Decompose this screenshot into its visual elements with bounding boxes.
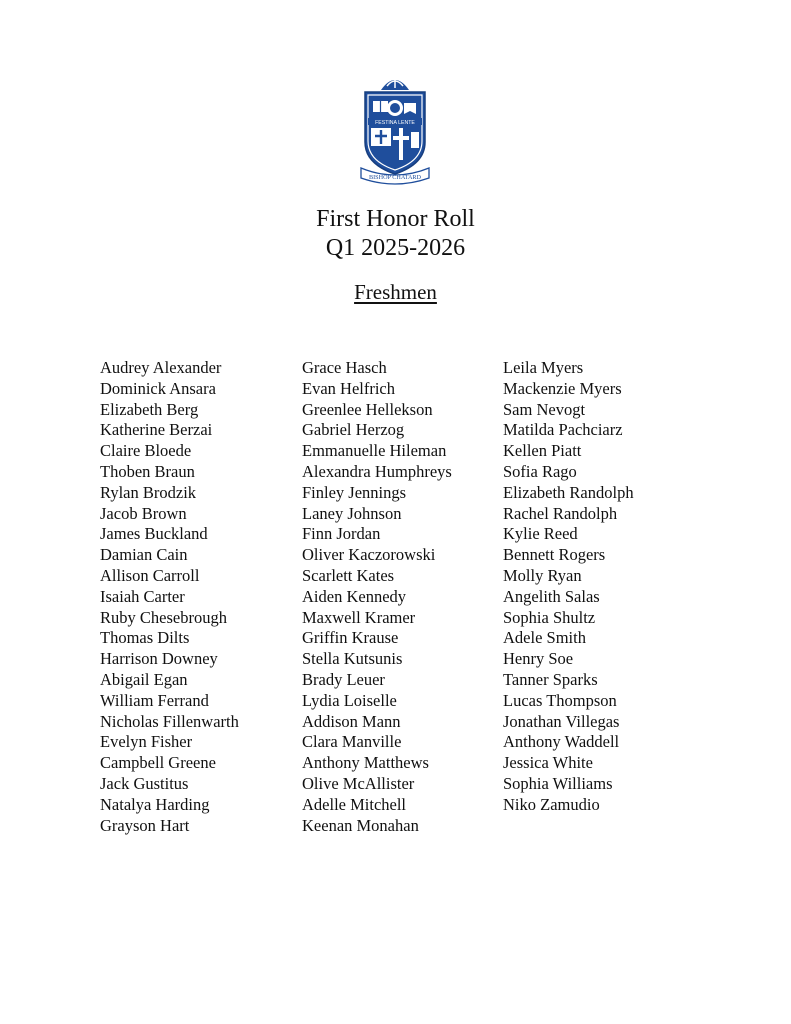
student-name: James Buckland [100,524,208,544]
student-name: Campbell Greene [100,753,216,773]
student-name: Olive McAllister [302,773,415,793]
student-name: Mackenzie Myers [503,378,622,398]
student-name: Jessica White [503,753,593,773]
student-name: Henry Soe [503,649,574,669]
student-name: Lucas Thompson [503,690,617,710]
student-name: Jonathan Villegas [503,711,620,731]
student-name: Bennett Rogers [503,545,606,565]
crest-banner-text: BISHOP CHATARD [368,174,422,181]
names-column-3 [503,358,634,816]
student-name: Emmanuelle Hileman [302,441,447,461]
student-name: Claire Bloede [100,441,192,461]
student-name: Grace Hasch [302,358,387,377]
student-name: Oliver Kaczorowski [302,545,436,565]
student-name: Sophia Williams [503,773,613,793]
student-name: Niko Zamudio [503,794,600,814]
student-name: Stella Kutsunis [302,649,403,669]
student-name: Anthony Matthews [302,753,429,773]
student-name: Sofia Rago [503,461,577,481]
student-name: Thomas Dilts [100,628,190,648]
student-name: Laney Johnson [302,503,402,523]
student-name: Jacob Brown [100,503,187,523]
student-name: Griffin Krause [302,628,399,648]
student-name: Elizabeth Berg [100,399,199,419]
student-name: Isaiah Carter [100,586,185,606]
student-name: Allison Carroll [100,565,200,585]
document-term: Q1 2025-2026 [325,235,466,261]
student-name: Adelle Mitchell [302,794,407,814]
student-name: William Ferrand [100,690,209,710]
student-name: Damian Cain [100,545,188,565]
student-name: Rylan Brodzik [100,482,197,502]
student-name: Anthony Waddell [503,732,620,752]
names-column-2 [302,358,452,836]
student-name: Evan Helfrich [302,378,395,398]
student-name: Kellen Piatt [503,441,582,461]
student-name: Jack Gustitus [100,773,189,793]
student-name: Lydia Loiselle [302,690,397,710]
student-name: Elizabeth Randolph [503,482,634,502]
student-name: Audrey Alexander [100,358,222,377]
student-name: Molly Ryan [503,565,582,585]
title-block [0,205,791,263]
crest-motto-text: FESTINA LENTE [375,120,415,126]
student-name: Abigail Egan [100,669,188,689]
student-name: Tanner Sparks [503,669,598,689]
student-name: Katherine Berzai [100,420,213,440]
student-name: Kylie Reed [503,524,578,544]
student-name: Sophia Shultz [503,607,596,627]
student-name: Nicholas Fillenwarth [100,711,239,731]
student-name: Adele Smith [503,628,586,648]
student-name: Matilda Pachciarz [503,420,623,440]
document-title: First Honor Roll [316,206,475,232]
student-name: Evelyn Fisher [100,732,193,752]
student-name: Brady Leuer [302,669,385,689]
student-name: Finley Jennings [302,482,407,502]
student-name: Gabriel Herzog [302,420,405,440]
student-name: Dominick Ansara [100,378,216,398]
student-name: Alexandra Humphreys [302,461,452,481]
names-column-1 [100,358,239,836]
student-name: Sam Nevogt [503,399,586,419]
student-name: Maxwell Kramer [302,607,416,627]
student-name: Clara Manville [302,732,402,752]
student-name: Greenlee Hellekson [302,399,433,419]
student-name: Aiden Kennedy [302,586,407,606]
student-name: Harrison Downey [100,649,218,669]
student-name: Keenan Monahan [302,815,419,835]
student-name: Finn Jordan [302,524,381,544]
student-name: Angelith Salas [503,586,600,606]
student-name: Grayson Hart [100,815,190,835]
student-name: Leila Myers [503,358,584,377]
class-heading-label: Freshmen [354,280,437,304]
student-name: Rachel Randolph [503,503,618,523]
class-heading [0,278,791,306]
student-name: Scarlett Kates [302,565,395,585]
student-name: Thoben Braun [100,461,195,481]
student-name: Natalya Harding [100,794,210,814]
student-name: Addison Mann [302,711,401,731]
school-crest-logo [357,68,433,186]
student-name: Ruby Chesebrough [100,607,227,627]
